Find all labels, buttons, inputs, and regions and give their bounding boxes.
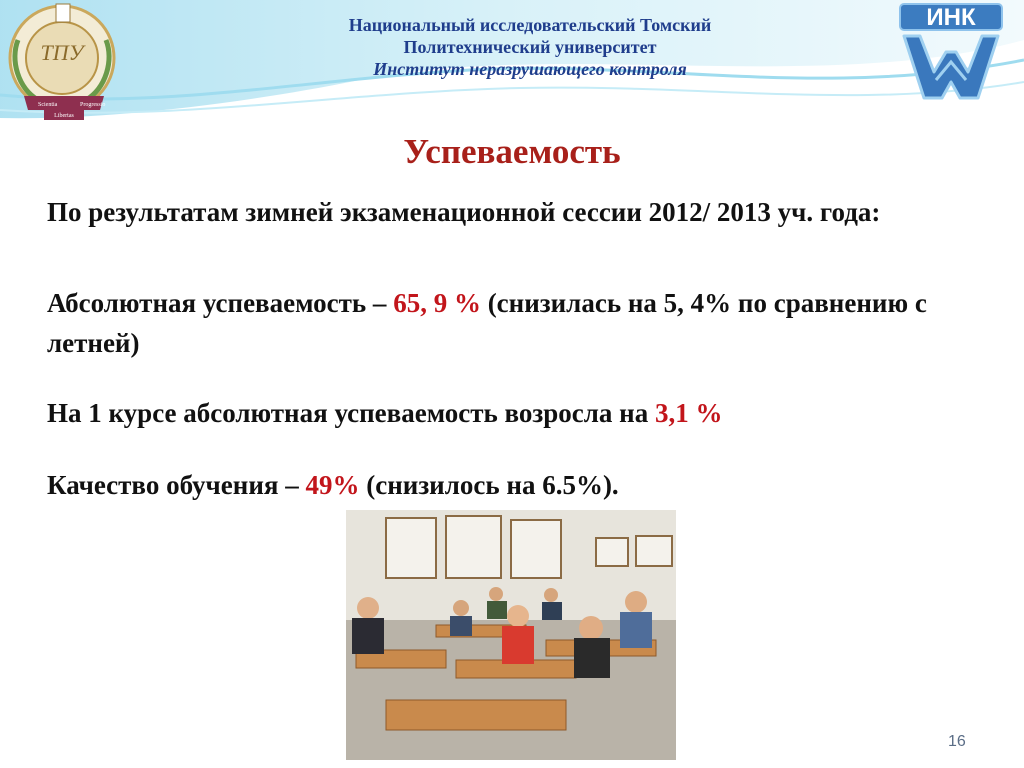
paragraph-3-text: На 1 курсе абсолютная успеваемость возросла на <box>47 398 655 428</box>
paragraph-2-tail: (снизилась на 5, 4% по сравнению с летней) <box>47 288 927 358</box>
emblem-motto-left: Scientia <box>38 102 58 108</box>
absolute-performance-value: 65, 9 % <box>393 288 481 318</box>
paragraph-1-text: По результатам зимней экзаменационной сессии 2012/ 2013 уч. года: <box>47 197 881 227</box>
paragraph-2-text: Абсолютная успеваемость – <box>47 288 394 318</box>
first-year-increase-value: 3,1 % <box>655 398 723 428</box>
university-header <box>230 14 830 80</box>
ink-institute-logo <box>896 2 1006 112</box>
paragraph-absolute-performance <box>9 283 977 363</box>
emblem-motto-bottom: Libertas <box>54 113 74 119</box>
paragraph-quality <box>9 465 977 505</box>
university-emblem-logo <box>4 0 124 126</box>
paragraph-4-text: Качество обучения – <box>47 470 306 500</box>
svg-text:ТПУ: ТПУ <box>40 40 84 65</box>
header-line-2: Политехнический университет <box>403 37 657 57</box>
slide-title: Успеваемость <box>403 132 621 171</box>
page-number: 16 <box>948 733 966 750</box>
quality-value: 49% <box>305 470 360 500</box>
paragraph-first-year <box>9 393 977 433</box>
ink-logo-text: ИНК <box>926 4 976 31</box>
paragraph-4-tail: (снизилось на 6.5%). <box>359 470 619 500</box>
header-line-3: Институт неразрушающего контроля <box>373 59 687 79</box>
paragraph-session-results <box>9 192 977 232</box>
classroom-photo <box>346 510 676 760</box>
emblem-motto-right: Progressio <box>80 102 106 108</box>
header-line-1: Национальный исследовательский Томский <box>348 15 712 35</box>
